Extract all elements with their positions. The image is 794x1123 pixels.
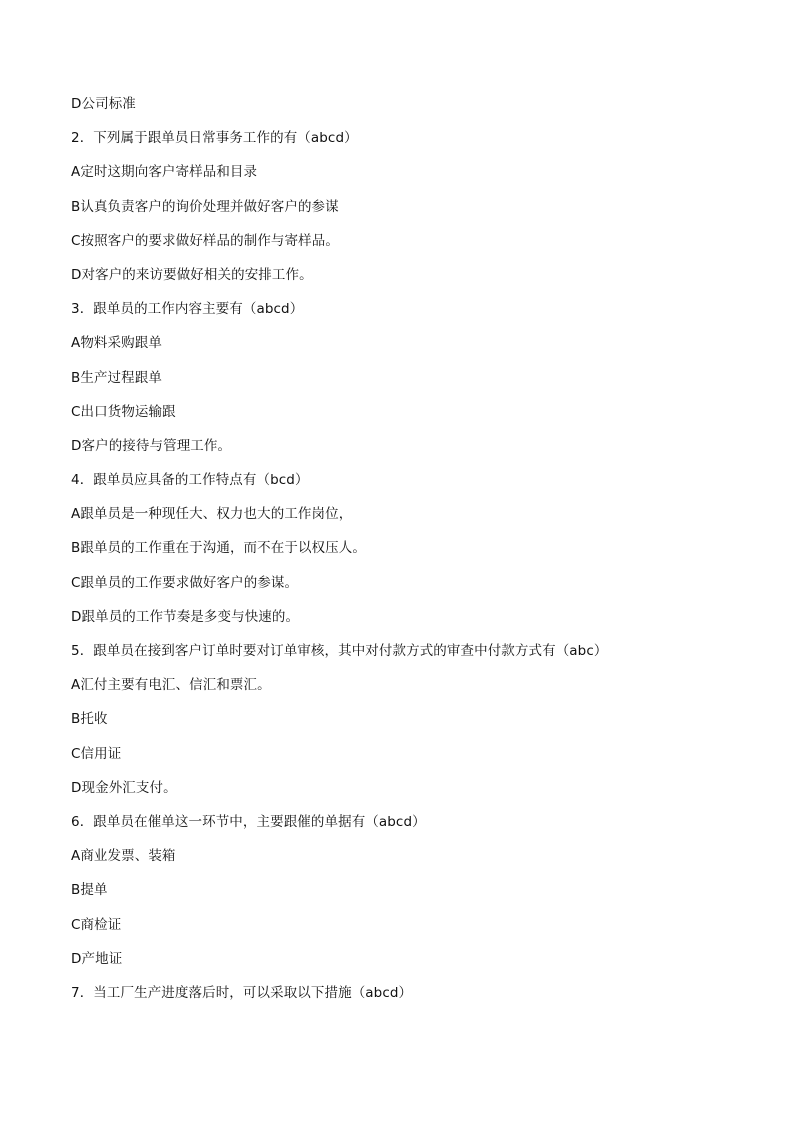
text-line: B提单 bbox=[71, 882, 108, 899]
text-line: C按照客户的要求做好样品的制作与寄样品。 bbox=[71, 232, 339, 249]
option-b-line bbox=[71, 879, 751, 913]
text-line: 4．跟单员应具备的工作特点有（bcd） bbox=[71, 472, 309, 489]
text-line: A定时这期向客户寄样品和目录 bbox=[71, 164, 258, 181]
text-line: 5．跟单员在接到客户订单时要对订单审核，其中对付款方式的审查中付款方式有（abc） bbox=[71, 643, 608, 659]
option-d-line bbox=[71, 435, 751, 469]
option-d-line bbox=[71, 777, 751, 811]
text-line: A商业发票、装箱 bbox=[71, 848, 176, 865]
option-c-line bbox=[71, 401, 751, 435]
text-line: C跟单员的工作要求做好客户的参谋。 bbox=[71, 574, 299, 591]
option-b-line bbox=[71, 367, 751, 401]
text-line: B托收 bbox=[71, 711, 108, 728]
text-line: 3．跟单员的工作内容主要有（abcd） bbox=[71, 301, 304, 318]
text-line: C商检证 bbox=[71, 916, 122, 933]
option-a-line bbox=[71, 161, 751, 195]
option-d-line bbox=[71, 264, 751, 298]
text-line: C出口货物运输跟 bbox=[71, 403, 176, 420]
option-b-line bbox=[71, 708, 751, 742]
text-line: B生产过程跟单 bbox=[71, 369, 162, 386]
text-line: A汇付主要有电汇、信汇和票汇。 bbox=[71, 677, 271, 694]
option-c-line bbox=[71, 914, 751, 948]
text-line: D跟单员的工作节奏是多变与快速的。 bbox=[71, 608, 300, 625]
text-line: D产地证 bbox=[71, 950, 123, 967]
text-line: B跟单员的工作重在于沟通，而不在于以权压人。 bbox=[71, 540, 366, 557]
option-a-line bbox=[71, 332, 751, 366]
text-line: 2．下列属于跟单员日常事务工作的有（abcd） bbox=[71, 130, 358, 147]
text-line: D现金外汇支付。 bbox=[71, 779, 177, 796]
question-6-line bbox=[71, 811, 751, 845]
option-c-line bbox=[71, 743, 751, 777]
document-body bbox=[71, 93, 751, 1016]
option-d-line bbox=[71, 93, 751, 127]
question-3-line bbox=[71, 298, 751, 332]
question-7-line bbox=[71, 982, 751, 1016]
option-d-line bbox=[71, 948, 751, 982]
option-c-line bbox=[71, 572, 751, 606]
text-line: C信用证 bbox=[71, 745, 122, 762]
option-a-line bbox=[71, 503, 751, 537]
text-line: A跟单员是一种现任大、权力也大的工作岗位， bbox=[71, 506, 353, 523]
text-line: D对客户的来访要做好相关的安排工作。 bbox=[71, 266, 313, 283]
question-4-line bbox=[71, 469, 751, 503]
text-line: 7．当工厂生产进度落后时，可以采取以下措施（abcd） bbox=[71, 984, 413, 1001]
option-c-line bbox=[71, 230, 751, 264]
text-line: B认真负责客户的询价处理并做好客户的参谋 bbox=[71, 198, 339, 215]
option-d-line bbox=[71, 606, 751, 640]
text-line: D客户的接待与管理工作。 bbox=[71, 437, 232, 454]
text-line: 6．跟单员在催单这一环节中，主要跟催的单据有（abcd） bbox=[71, 813, 426, 830]
option-a-line bbox=[71, 674, 751, 708]
text-line: A物料采购跟单 bbox=[71, 335, 162, 352]
text-line: D公司标准 bbox=[71, 96, 136, 112]
option-b-line bbox=[71, 537, 751, 571]
question-2-line bbox=[71, 127, 751, 161]
option-b-line bbox=[71, 196, 751, 230]
question-5-line bbox=[71, 640, 751, 674]
option-a-line bbox=[71, 845, 751, 879]
